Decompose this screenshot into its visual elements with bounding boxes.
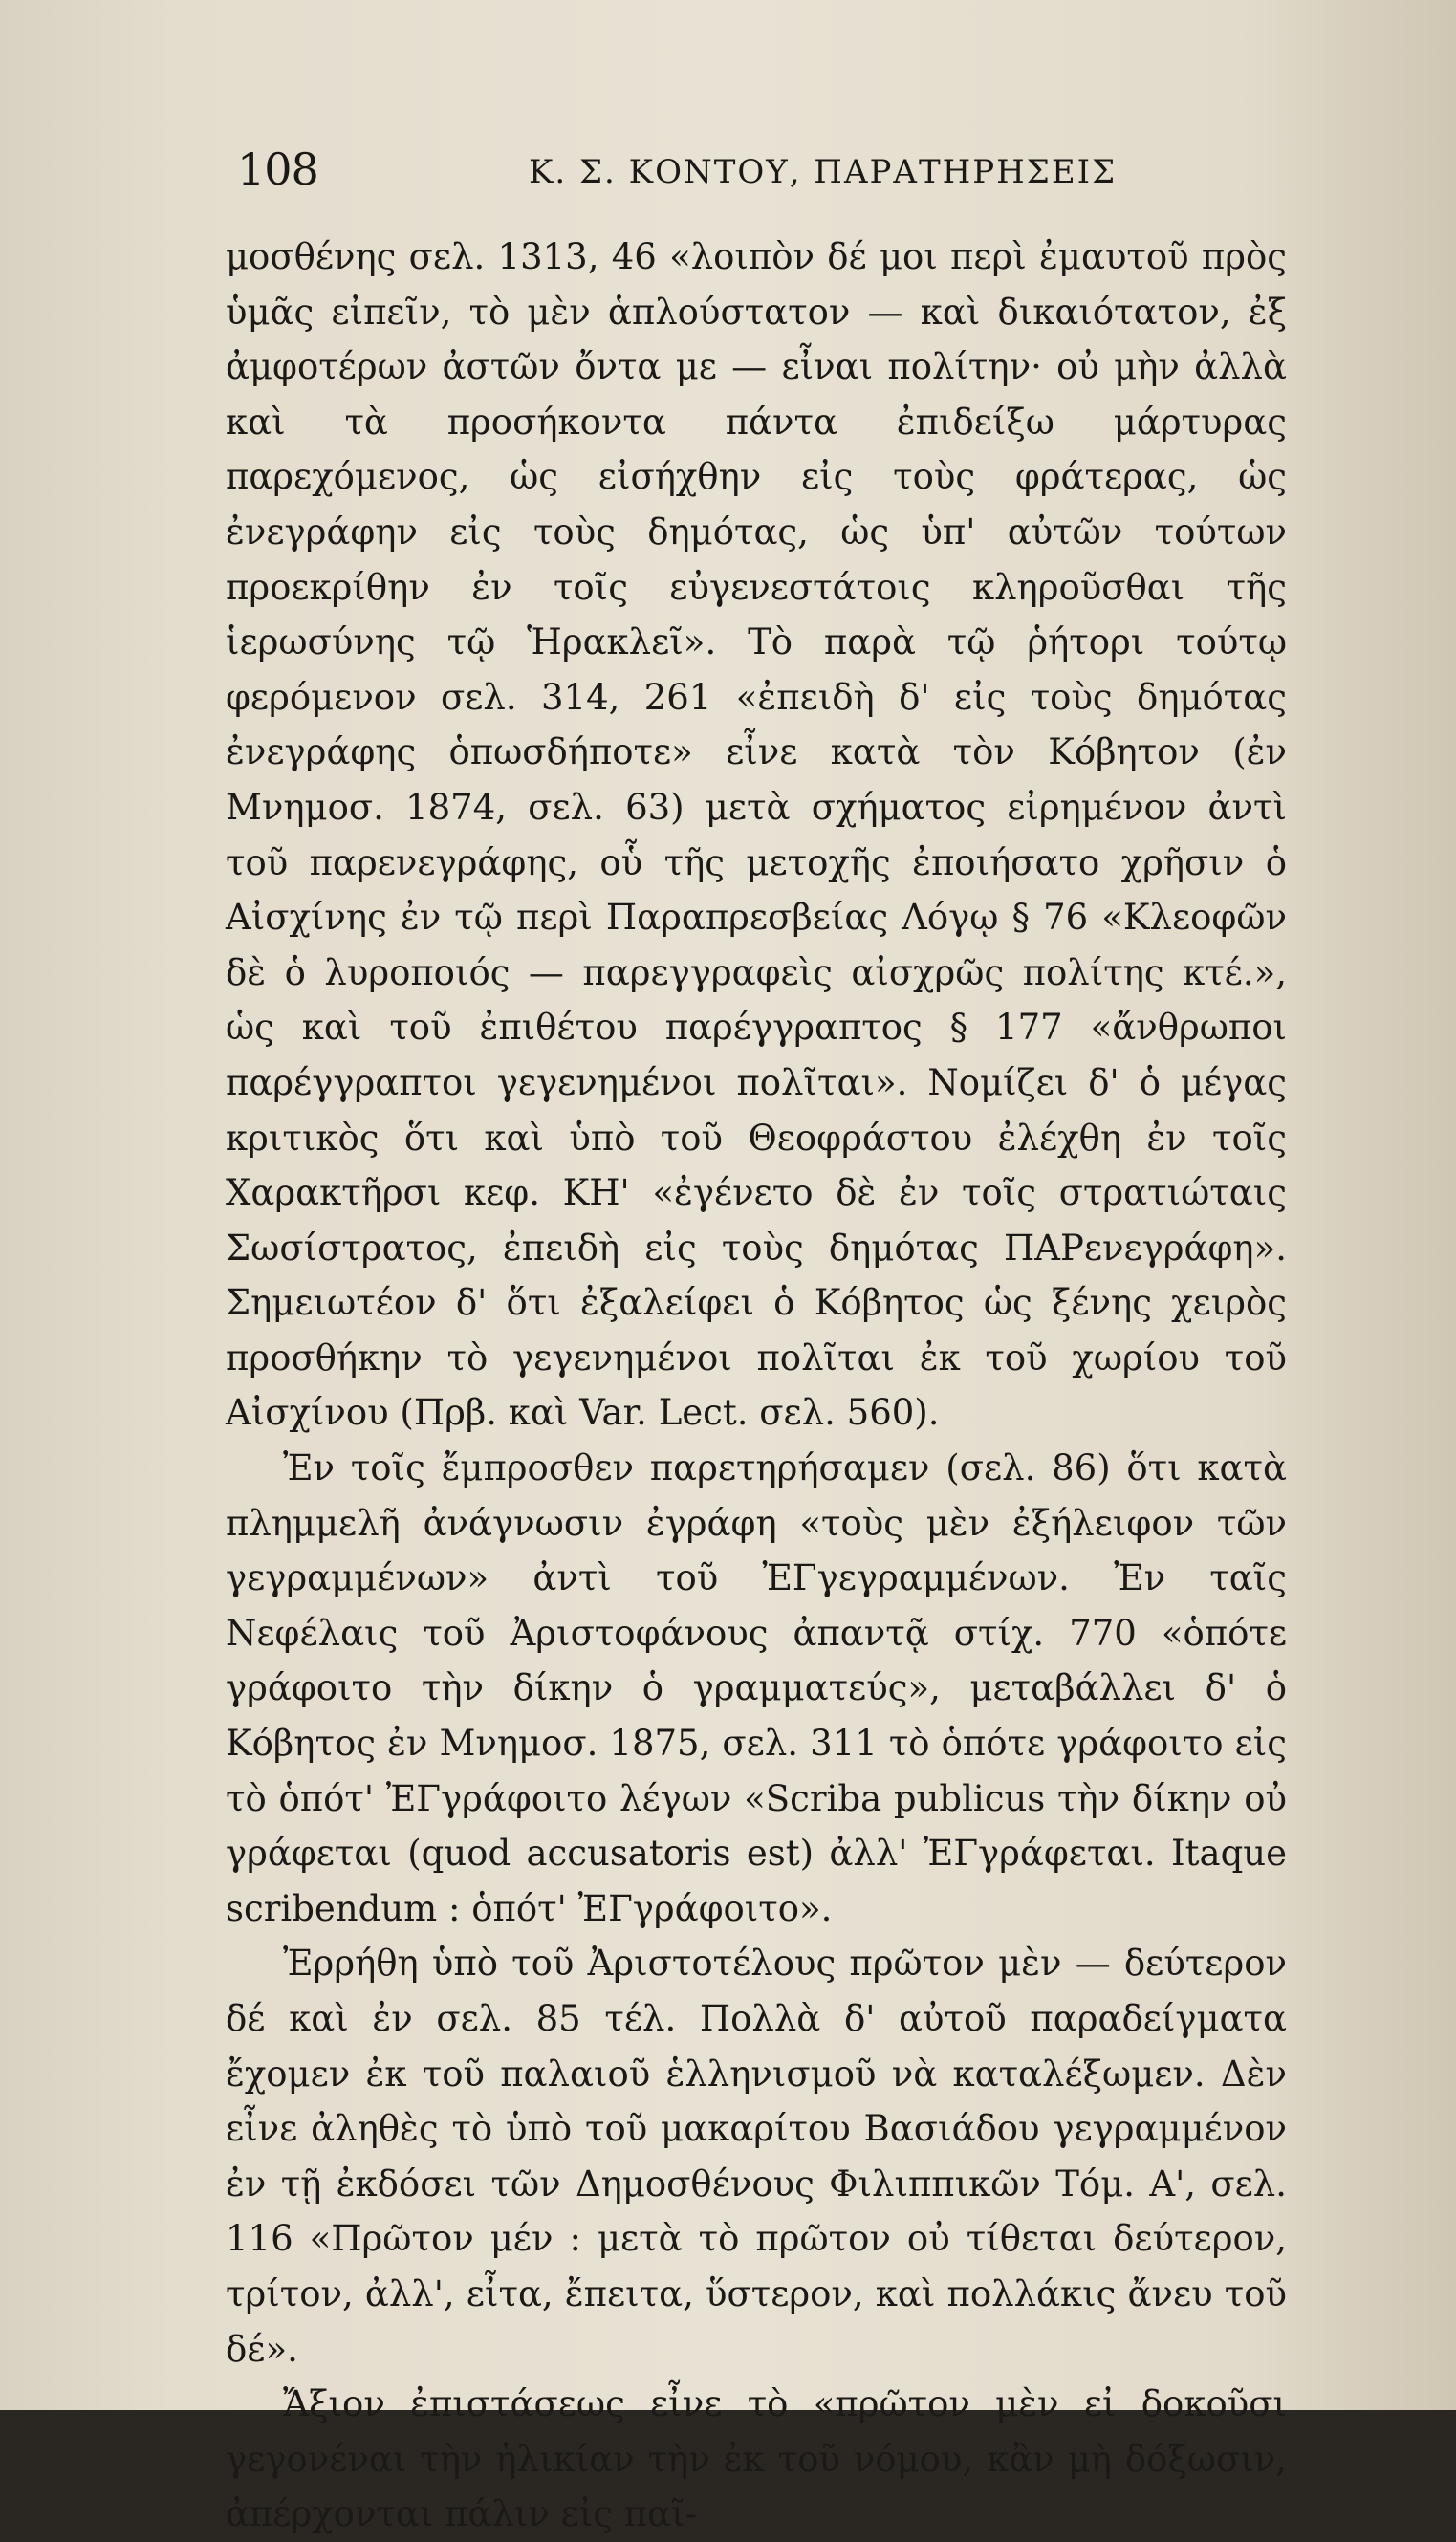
running-head: Κ. Σ. ΚΟΝΤΟΥ, ΠΑΡΑΤΗΡΗΣΕΙΣ [529,153,1118,191]
page-number: 108 [237,143,318,195]
page-header [237,143,1298,201]
paragraph-1: μοσθένης σελ. 1313, 46 «λοιπὸν δέ μοι περὶ ἐμαυτοῦ πρὸς ὑμᾶς εἰπεῖν, τὸ μὲν ἁπλούστατον — καὶ δικαιότατον, ἐξ ἀμφοτέρων ἀστῶν ὄντα με — εἶναι πολίτην· οὐ μὴν ἀλλὰ καὶ τὰ προσήκοντα πάντα ἐπιδείξω μάρτυρας παρεχόμενος, ὡς εἰσήχθην εἰς τοὺς φράτερας, ὡς ἐνεγράφην εἰς τοὺς δημότας, ὡς ὑπ' αὐτῶν τούτων προεκρίθην ἐν τοῖς εὐγενεστάτοις κληροῦσθαι τῆς ἱερωσύνης τῷ Ἡρακλεῖ». Τὸ παρὰ τῷ ῥήτορι τούτῳ φερόμενον σελ. 314, 261 «ἐπειδὴ δ' εἰς τοὺς δημότας ἐνεγράφης ὁπωσδήποτε» εἶνε κατὰ τὸν Κόβητον (ἐν Μνημοσ. 1874, σελ. 63) μετὰ σχήματος εἰρημένον ἀντὶ τοῦ παρενεγράφης, οὗ τῆς μετοχῆς ἐποιήσατο χρῆσιν ὁ Αἰσχίνης ἐν τῷ περὶ Παραπρεσβείας Λόγῳ § 76 «Κλεοφῶν δὲ ὁ λυροποιός — παρεγγραφεὶς αἰσχρῶς πολίτης κτέ.», ὡς καὶ τοῦ ἐπιθέτου παρέγγραπτος § 177 «ἄνθρωποι παρέγγραπτοι γεγενημένοι πολῖται». Νομίζει δ' ὁ μέγας κριτικὸς ὅτι καὶ ὑπὸ τοῦ Θεοφράστου ἐλέχθη ἐν τοῖς Χαρακτῆρσι κεφ. ΚΗ' «ἐγένετο δὲ ἐν τοῖς στρατιώταις Σωσίστρατος, ἐπειδὴ εἰς τοὺς δημότας ΠΑΡενεγράφη». Σημειωτέον δ' ὅτι ἐξαλείφει ὁ Κόβητος ὡς ξένης χειρὸς προσθήκην τὸ γεγενημένοι πολῖται ἐκ τοῦ χωρίου τοῦ Αἰσχίνου (Πρβ. καὶ Var. Lect. σελ. 560). [226,236,1287,1434]
paragraph-2: Ἐν τοῖς ἔμπροσθεν παρετηρήσαμεν (σελ. 86) ὅτι κατὰ πλημμελῆ ἀνάγνωσιν ἐγράφη «τοὺς μὲν ἐξήλειφον τῶν γεγραμμένων» ἀντὶ τοῦ ἘΓγεγραμμένων. Ἐν ταῖς Νεφέλαις τοῦ Ἀριστοφάνους ἀπαντᾷ στίχ. 770 «ὁπότε γράφοιτο τὴν δίκην ὁ γραμματεύς», μεταβάλλει δ' ὁ Κόβητος ἐν Μνημοσ. 1875, σελ. 311 τὸ ὁπότε γράφοιτο εἰς τὸ ὁπότ' ἘΓγράφοιτο λέγων «Scriba publicus τὴν δίκην οὐ γράφεται (quod accusatoris est) ἀλλ' ἘΓγράφεται. Itaque scribendum : ὁπότ' ἘΓγράφοιτο». [226,1447,1287,1929]
body-text [226,229,1287,2542]
paragraph-3: Ἐρρήθη ὑπὸ τοῦ Ἀριστοτέλους πρῶτον μὲν — δεύτερον δέ καὶ ἐν σελ. 85 τέλ. Πολλὰ δ' αὐτοῦ παραδείγματα ἔχομεν ἐκ τοῦ παλαιοῦ ἑλληνισμοῦ νὰ καταλέξωμεν. Δὲν εἶνε ἀληθὲς τὸ ὑπὸ τοῦ μακαρίτου Βασιάδου γεγραμμένον ἐν τῇ ἐκδόσει τῶν Δημοσθένους Φιλιππικῶν Τόμ. Α', σελ. 116 «Πρῶτον μέν : μετὰ τὸ πρῶτον οὐ τίθεται δεύτερον, τρίτον, ἀλλ', εἶτα, ἔπειτα, ὕστερον, καὶ πολλάκις ἄνευ τοῦ δέ». [226,1943,1287,2370]
paragraph-4: Ἄξιον ἐπιστάσεως εἶνε τὸ «πρῶτον μὲν εἰ δοκοῦσι γεγονέναι τὴν ἡλικίαν τὴν ἐκ τοῦ νόμου, κἂν μὴ δόξωσιν, ἀπέρχονται πάλιν εἰς παῖ- [226,2383,1287,2535]
